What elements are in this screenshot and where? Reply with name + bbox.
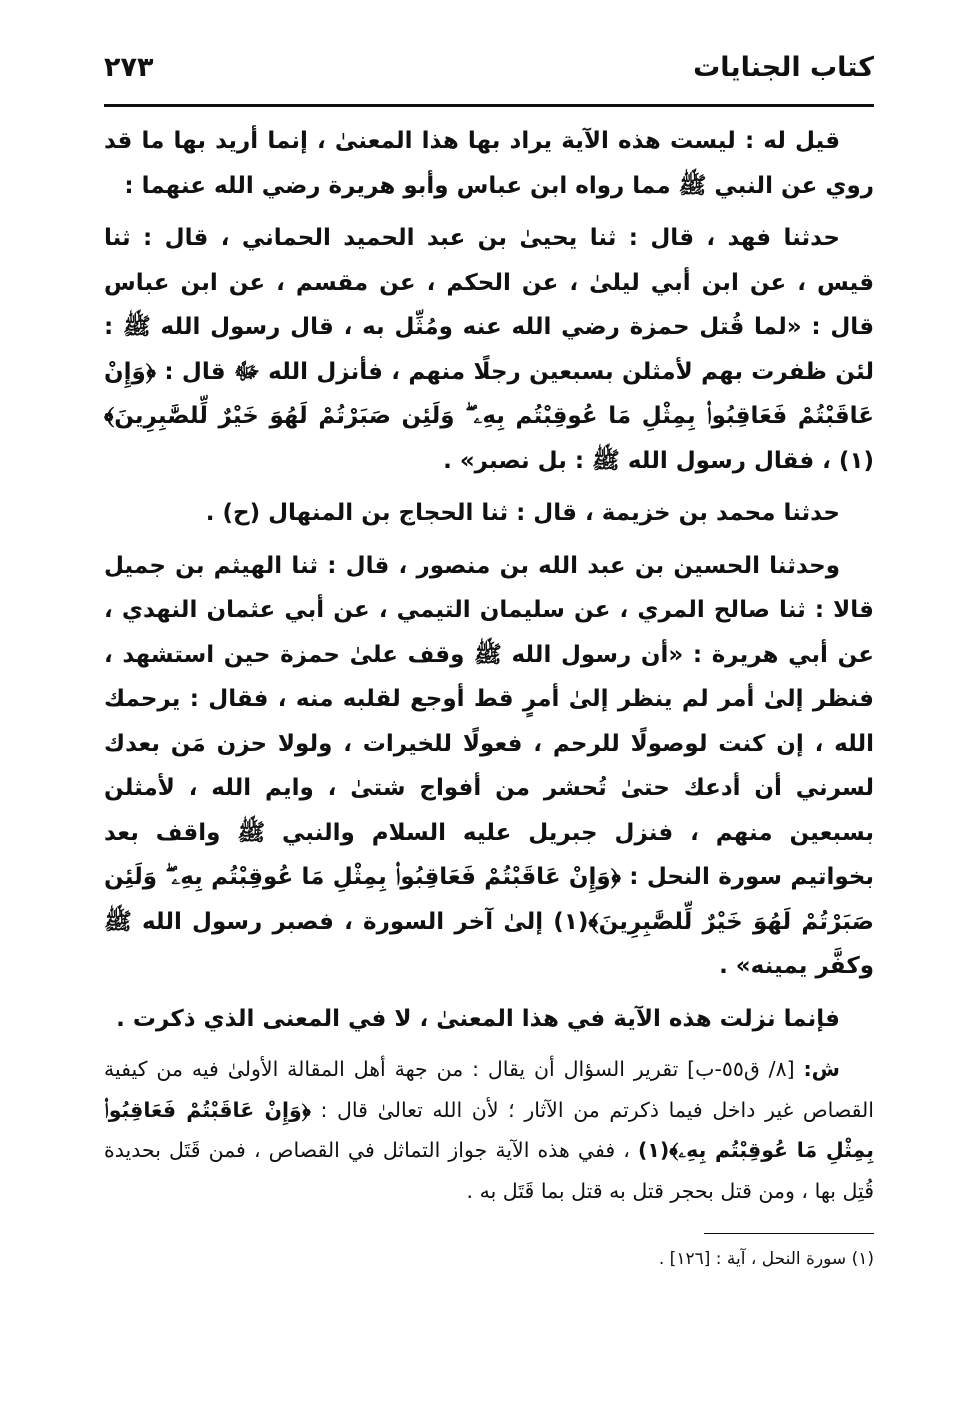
matn-paragraph: فإنما نزلت هذه الآية في هذا المعنىٰ ، لا في المعنى الذي ذكرت . <box>116 1005 840 1032</box>
running-title: كتاب الجنايات <box>693 52 874 83</box>
sharh-paragraph <box>104 1049 874 1211</box>
sharh-text: ، ففي هذه الآية جواز التماثل في القصاص ، فمن قَتَل بحديدة قُتِل بها ، ومن قتل بحجر قتل به قتل بما قَتَل به . <box>104 1138 874 1203</box>
matn-text <box>104 119 874 1041</box>
header-rule <box>104 104 874 107</box>
page-header <box>104 52 874 100</box>
matn-paragraph: وحدثنا الحسين بن عبد الله بن منصور ، قال : ثنا الهيثم بن جميل قالا : ثنا صالح المري ، عن سليمان التيمي ، عن أبي عثمان النهدي ، عن أبي هريرة : «أن رسول الله ﷺ وقف علىٰ حمزة حين استشهد ، فنظر إلىٰ أمر لم ينظر إلىٰ أمرٍ قط أوجع لقلبه منه ، فقال : يرحمك الله ، إن كنت لوصولًا للرحم ، فعولًا للخيرات ، ولولا حزن مَن بعدك لسرني أن أدعك حتىٰ تُحشر من أفواج شتىٰ ، وايم الله ، لأمثلن بسبعين منهم ، فنزل جبريل عليه السلام والنبي ﷺ واقف بعد بخواتيم سورة النحل : ﴿وَإِنْ عَاقَبْتُمْ فَعَاقِبُوا۟ بِمِثْلِ مَا عُوقِبْتُم بِهِۦ ۖ وَلَئِن صَبَرْتُمْ لَهُوَ خَيْرٌ لِّلصَّٰبِرِينَ﴾(١) إلىٰ آخر السورة ، فصبر رسول الله ﷺ وكفَّر يمينه» . <box>104 552 874 979</box>
footnote-rule <box>704 1233 874 1234</box>
matn-paragraph: حدثنا محمد بن خزيمة ، قال : ثنا الحجاج بن المنهال (ح) . <box>205 500 840 526</box>
matn-paragraph: قيل له : ليست هذه الآية يراد بها هذا المعنىٰ ، إنما أريد بها ما قد روي عن النبي ﷺ مما رواه ابن عباس وأبو هريرة رضي الله عنهما : <box>104 128 874 199</box>
quran-verse: ﴿وَإِنْ عَاقَبْتُمْ فَعَاقِبُوا۟ بِمِثْلِ مَا عُوقِبْتُم بِهِۦ﴾(١) <box>104 1097 874 1162</box>
footnote: (١) سورة النحل ، آية : [١٢٦] . <box>658 1249 874 1269</box>
matn-paragraph: حدثنا فهد ، قال : ثنا يحيىٰ بن عبد الحميد الحماني ، قال : ثنا قيس ، عن ابن أبي ليلىٰ ، عن الحكم ، عن مقسم ، عن ابن عباس قال : «لما قُتل حمزة رضي الله عنه ومُثِّل به ، قال رسول الله ﷺ : لئن ظفرت بهم لأمثلن بسبعين رجلًا منهم ، فأنزل الله ﷻ قال : ﴿وَإِنْ عَاقَبْتُمْ فَعَاقِبُوا۟ بِمِثْلِ مَا عُوقِبْتُم بِهِۦ ۖ وَلَئِن صَبَرْتُمْ لَهُوَ خَيْرٌ لِّلصَّٰبِرِينَ﴾(١) ، فقال رسول الله ﷺ : بل نصبر» . <box>104 225 874 474</box>
sharh-marker: ش: <box>803 1057 840 1081</box>
book-page <box>104 52 874 1274</box>
sharh-text: [٨/ ق٥٥-ب] تقرير السؤال أن يقال : من جهة أهل المقالة الأولىٰ فيه من كيفية القصاص غير داخل فيما ذكرتم من الآثار ؛ لأن الله تعالىٰ قال : <box>104 1057 874 1122</box>
page-number: ٢٧٣ <box>104 52 154 83</box>
sharh-commentary <box>104 1049 874 1211</box>
